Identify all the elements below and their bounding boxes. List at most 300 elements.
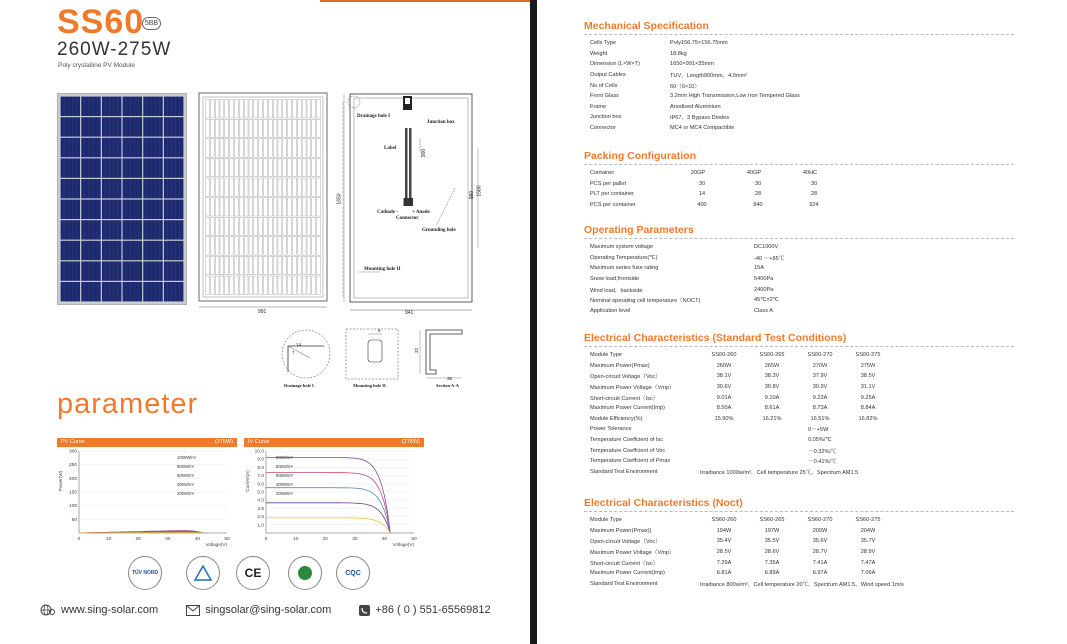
noct-title: Electrical Characteristics (Noct): [584, 497, 1014, 512]
noct-cell: 35.6V: [812, 538, 828, 545]
noct-cell: Maximum Power Current(Imp): [590, 570, 665, 577]
y-tick-label: 100: [68, 504, 77, 510]
solar-cell: [123, 179, 142, 198]
solar-cell: [123, 158, 142, 177]
packing-cell: PCS per container: [590, 202, 636, 209]
detail-7-label: 7: [292, 350, 295, 355]
packing-cell: 28: [810, 191, 818, 198]
mechanical-cell: 3.2mm High Transmission,Low Iron Tempered Glass: [670, 93, 800, 100]
series-legend-label: 800W/m²: [177, 464, 194, 469]
series-legend-label: 1000W/m²: [177, 455, 197, 460]
parameter-heading: parameter: [57, 388, 199, 420]
leaf-icon: [298, 566, 312, 580]
mechanical-row: [584, 80, 1014, 91]
operating-title: Operating Parameters: [584, 224, 1014, 239]
y-tick-label: 7.0: [257, 474, 264, 480]
operating-cell: Maximum system voltage: [590, 244, 654, 251]
packing-cell: 30: [698, 180, 706, 187]
series-legend-label: 200W/m²: [276, 491, 293, 496]
detail-14-label: 14: [296, 342, 302, 347]
operating-cell: 15A: [754, 265, 764, 272]
mechanical-cell: Connector: [590, 125, 616, 132]
connector-label: Connector: [396, 216, 419, 221]
y-tick-label: 1.0: [257, 523, 264, 529]
noct-cell: 7.35A: [764, 559, 780, 566]
operating-cell: 5400Pa: [754, 276, 774, 283]
stc-span-row: [584, 456, 1014, 467]
pv-curve-header: [57, 438, 237, 447]
mechanical-section: [584, 20, 1014, 133]
y-tick-label: 6.0: [257, 482, 264, 488]
solar-cell: [143, 117, 162, 136]
x-tick-label: 30: [165, 537, 171, 542]
mechanical-cell: IP67，3 Bypass Diodes: [670, 115, 730, 122]
operating-cell: DC1000V: [754, 244, 779, 251]
solar-cell: [81, 158, 100, 177]
mechanical-rows: [584, 38, 1014, 133]
mechanical-row: [584, 49, 1014, 60]
stc-cell: 275W: [860, 362, 876, 369]
packing-cell: PLT per container: [590, 191, 634, 198]
mechanical-cell: Weight: [590, 50, 608, 57]
x-tick-label: 0: [264, 537, 268, 542]
x-tick-label: 50: [411, 537, 417, 542]
solar-cell: [123, 241, 142, 260]
solar-cell: [81, 220, 100, 239]
tuv-nord-text: TÜV NORD: [131, 570, 159, 576]
stc-span-row: [584, 424, 1014, 435]
phone-icon: [359, 605, 370, 616]
cqc-logo: [336, 556, 370, 590]
solar-cell: [81, 117, 100, 136]
stc-section: [584, 332, 1014, 477]
operating-cell: Wind load，backside: [590, 287, 643, 294]
solar-cell: [164, 138, 183, 157]
stc-row: [584, 361, 1014, 372]
stc-cell: 16.21%: [762, 415, 782, 422]
stc-cell: 15.90%: [714, 415, 734, 422]
solar-cell: [102, 220, 121, 239]
packing-cell: 30: [810, 180, 818, 187]
x-axis-label: Voltage(V): [205, 542, 227, 547]
ce-text: CE: [244, 566, 262, 580]
stc-header-cell: SS60-270: [807, 352, 833, 359]
mechanical-row: [584, 70, 1014, 81]
iv-curve-header: [244, 438, 424, 447]
noct-header-cell: SS60-270: [807, 517, 833, 524]
series-legend-label: 200W/m²: [177, 491, 194, 496]
packing-cell: 14: [698, 191, 706, 198]
noct-env-row: [584, 579, 1014, 590]
operating-row: [584, 253, 1014, 264]
drainage-detail-label: Drainage hole I: [284, 383, 314, 388]
cathode-label: Cathode -: [377, 210, 398, 215]
noct-cell: 28.7V: [812, 549, 828, 556]
dim-900-label: 900: [421, 148, 428, 158]
noct-header-cell: Module Type: [590, 517, 622, 524]
stc-cell: 38.3V: [764, 373, 780, 380]
y-tick-label: 10.0: [254, 449, 264, 455]
stc-cell: 8.84A: [860, 405, 876, 412]
series-legend-label: 400W/m²: [276, 482, 293, 487]
mechanical-title: Mechanical Specification: [584, 20, 1014, 35]
noct-cell: 28.6V: [764, 549, 780, 556]
stc-span-cell: Temperature Coeffcient of Isc: [590, 437, 663, 444]
stc-cell: Maximum Power(Pmax): [590, 362, 650, 369]
stc-cell: 270W: [812, 362, 828, 369]
solar-cell: [81, 261, 100, 280]
x-tick-label: 0: [77, 537, 81, 542]
dim-1650-label: 1650: [336, 193, 343, 205]
operating-cell: -40 ～+85℃: [754, 255, 785, 262]
solar-cell: [164, 282, 183, 301]
anode-label: + Anode: [412, 210, 430, 215]
y-tick-label: 150: [68, 490, 77, 496]
stc-span-row: [584, 435, 1014, 446]
pv-curve-title: PV Curve: [61, 439, 85, 445]
stc-span-cell: －0.32%/℃: [808, 448, 837, 455]
operating-row: [584, 263, 1014, 274]
noct-header-cell: SS60-275: [855, 517, 881, 524]
dim-860-label: 860: [469, 190, 476, 200]
dim-1580-label: 1580: [476, 185, 483, 197]
pv-curve-plot: [57, 447, 237, 558]
grounding-hole-label: Grounding hole: [422, 228, 456, 233]
mechanical-row: [584, 38, 1014, 49]
solar-cell: [143, 97, 162, 116]
solar-cell: [102, 97, 121, 116]
packing-cell: 924: [809, 202, 819, 209]
noct-cell: 197W: [764, 527, 780, 534]
stc-title: Electrical Characteristics (Standard Test Conditions): [584, 332, 1014, 347]
globe-icon: [40, 604, 56, 616]
stc-cell: 30.6V: [716, 384, 732, 391]
model-title: SS60: [57, 3, 145, 41]
solar-cell: [81, 200, 100, 219]
email-item[interactable]: [186, 604, 331, 616]
certification-triangle-logo: [186, 556, 220, 590]
y-tick-label: 5.0: [257, 490, 264, 496]
solar-cell: [123, 200, 142, 219]
iv-curve-title: IV Curve: [248, 439, 270, 445]
mechanical-cell: MC4 or MC4 Compactible: [670, 125, 735, 132]
iv-curve-model: (275W): [401, 439, 420, 445]
noct-header-cell: SS60-260: [711, 517, 737, 524]
packing-section: [584, 150, 1014, 210]
stc-cell: Module Efficiency(%): [590, 415, 643, 422]
packing-header-row: [584, 168, 1014, 179]
module-tech-drawing: [340, 88, 480, 320]
solar-cell: [61, 282, 80, 301]
operating-row: [584, 306, 1014, 317]
solar-cell: [123, 282, 142, 301]
solar-cell: [143, 220, 162, 239]
packing-header-cell: 20GP: [690, 170, 706, 177]
solar-cell: [61, 97, 80, 116]
x-tick-label: 30: [352, 537, 358, 542]
noct-row: [584, 547, 1014, 558]
noct-cell: Maximum Power(Pmax)): [590, 527, 652, 534]
stc-cell: 8.61A: [764, 405, 780, 412]
solar-cell: [102, 200, 121, 219]
mechanical-cell: Output Cables: [590, 72, 626, 79]
noct-cell: Open-circuit Voltage（Voc）: [590, 539, 661, 546]
operating-cell: Application level: [590, 307, 631, 314]
mechanical-cell: No.of Cells: [590, 82, 618, 89]
iv-curve-plot: [244, 447, 424, 558]
operating-row: [584, 284, 1014, 295]
stc-span-cell: 0.05%/℃: [808, 437, 832, 444]
noct-cell: 7.29A: [716, 559, 732, 566]
operating-cell: 2400Pa: [754, 286, 774, 293]
website-text[interactable]: www.sing-solar.com: [61, 604, 159, 616]
stc-row: [584, 414, 1014, 425]
certification-logos: [128, 556, 361, 596]
packing-cell: PCS per pallet: [590, 180, 627, 187]
solar-cell: [61, 179, 80, 198]
stc-row: [584, 403, 1014, 414]
mechanical-cell: Frame: [590, 103, 607, 110]
packing-header-cell: 40HC: [802, 170, 818, 177]
stc-cell: 30.8V: [764, 384, 780, 391]
y-tick-label: 4.0: [257, 498, 264, 504]
y-tick-label: 8.0: [257, 465, 264, 471]
x-tick-label: 20: [322, 537, 328, 542]
noct-cell: 7.41A: [812, 559, 828, 566]
series-legend-label: 600W/m²: [177, 473, 194, 478]
solar-cell: [102, 261, 121, 280]
junction-box-label: Junction box: [427, 120, 455, 125]
curve-series-line: [266, 518, 390, 533]
noct-cell: 6.81A: [716, 570, 732, 577]
noct-env-cell: Irradiance 800w/m²，Cell temperature 20℃，Spectrum AM1.5，Wind speed 1m/s: [700, 581, 904, 588]
series-legend-label: 600W/m²: [276, 473, 293, 478]
packing-row: [584, 200, 1014, 211]
operating-cell: Operating Temperature(℃): [590, 254, 658, 261]
y-tick-label: 200: [68, 476, 77, 482]
packing-cell: 840: [753, 202, 763, 209]
stc-cell: Maximum Power Voltage（Vmp）: [590, 385, 675, 392]
stc-span-row: [584, 467, 1014, 478]
noct-cell: 194W: [716, 527, 732, 534]
stc-rows: [584, 350, 1014, 477]
packing-cell: 30: [754, 180, 762, 187]
ce-logo: [236, 556, 270, 590]
solar-cell: [164, 117, 183, 136]
operating-row: [584, 295, 1014, 306]
stc-cell: 30.9V: [812, 384, 828, 391]
operating-cell: Maximum series fuse rating: [590, 265, 659, 272]
noct-cell: 7.47A: [860, 559, 876, 566]
solar-cell: [102, 158, 121, 177]
x-tick-label: 40: [381, 537, 388, 542]
stc-span-cell: Temperature Coeffcient of Voc: [590, 447, 666, 454]
stc-span-cell: －0.41%/℃: [808, 459, 837, 466]
stc-span-row: [584, 445, 1014, 456]
mechanical-cell: 1650×991×35mm: [670, 61, 714, 68]
mechanical-row: [584, 91, 1014, 102]
y-axis-label: Power(W): [58, 470, 63, 492]
module-back-drawing: [196, 90, 332, 316]
dim-941-label: 941: [405, 310, 414, 316]
mechanical-cell: Cells Type: [590, 40, 617, 47]
phone-text[interactable]: +86 ( 0 ) 551-65569812: [375, 604, 491, 616]
operating-cell: 45℃±2℃: [754, 297, 779, 304]
solar-cell: [61, 158, 80, 177]
noct-row: [584, 568, 1014, 579]
solar-cell: [123, 117, 142, 136]
operating-cell: Snow load,frontside: [590, 276, 640, 283]
busbar-badge: 5BB: [142, 17, 161, 30]
contact-footer: [40, 604, 520, 616]
solar-cell: [143, 158, 162, 177]
stc-header-row: [584, 350, 1014, 361]
series-legend-label: 800W/m²: [276, 464, 293, 469]
stc-cell: 9.01A: [716, 394, 732, 401]
solar-cell: [123, 97, 142, 116]
stc-cell: 8.50A: [716, 405, 732, 412]
noct-section: [584, 497, 1014, 589]
mechanical-row: [584, 112, 1014, 123]
solar-cell: [143, 282, 162, 301]
pv-curve-chart: [57, 438, 237, 558]
solar-cell: [102, 282, 121, 301]
noct-cell: Maximum Power Voltage（Vmp）: [590, 550, 675, 557]
drainage-hole-label: Drainage hole I: [357, 114, 391, 119]
solar-cell: [61, 261, 80, 280]
solar-cell: [164, 261, 183, 280]
noct-header-cell: SS60-265: [759, 517, 785, 524]
mechanical-cell: Poly156.75×156.75mm: [670, 40, 728, 47]
noct-cell: 28.9V: [860, 549, 876, 556]
solar-cell: [123, 220, 142, 239]
solar-cell: [81, 138, 100, 157]
solar-cell: [143, 241, 162, 260]
y-tick-label: 250: [68, 463, 77, 469]
solar-cell: [164, 220, 183, 239]
solar-cell: [143, 261, 162, 280]
green-certification-logo: [288, 556, 322, 590]
x-tick-label: 10: [105, 537, 112, 542]
noct-cell: 7.06A: [860, 570, 876, 577]
mail-icon: [186, 605, 200, 616]
left-page: [0, 0, 530, 644]
y-tick-label: 2.0: [257, 515, 264, 521]
x-tick-label: 20: [135, 537, 141, 542]
stc-span-cell: Temperature Coeffcient of Pmax: [590, 458, 671, 465]
noct-cell: 35.4V: [716, 538, 732, 545]
solar-cell: [143, 200, 162, 219]
solar-cell: [164, 241, 183, 260]
operating-row: [584, 242, 1014, 253]
solar-cell: [102, 241, 121, 260]
noct-cell: 35.5V: [764, 538, 780, 545]
stc-cell: 260W: [716, 362, 732, 369]
stc-span-cell: Power Tolerance: [590, 426, 632, 433]
x-tick-label: 10: [292, 537, 299, 542]
dim-991-label: 991: [258, 309, 267, 315]
label-label: Label: [384, 146, 397, 151]
stc-cell: Maximum Power Current(Imp): [590, 405, 665, 412]
packing-header-cell: 40GP: [746, 170, 762, 177]
packing-rows: [584, 168, 1014, 210]
mechanical-row: [584, 102, 1014, 113]
stc-header-cell: SS60-265: [759, 352, 785, 359]
noct-cell: Short-circuit Current（Isc）: [590, 560, 659, 567]
noct-row: [584, 557, 1014, 568]
stc-row: [584, 392, 1014, 403]
solar-cell: [81, 97, 100, 116]
noct-cell: 6.97A: [812, 570, 828, 577]
solar-cell: [61, 241, 80, 260]
solar-cell: [143, 138, 162, 157]
operating-rows: [584, 242, 1014, 316]
section-aa-drawing: [416, 326, 470, 382]
y-tick-label: 50: [71, 517, 77, 523]
module-subtitle: Poly crystalline PV Module: [58, 62, 135, 69]
y-tick-label: 9.0: [257, 457, 264, 463]
stc-header-cell: SS60-260: [711, 352, 737, 359]
stc-cell: 38.1V: [716, 373, 732, 380]
tuv-nord-logo: [128, 556, 162, 590]
mechanical-cell: Junction box: [590, 114, 622, 121]
series-legend-label: 800W/m²: [276, 455, 293, 460]
solar-cell: [164, 200, 183, 219]
stc-cell: Short-circuit Current（Isc）: [590, 395, 659, 402]
y-tick-label: 300: [68, 449, 77, 455]
stc-cell: 265W: [764, 362, 780, 369]
stc-cell: 9.25A: [860, 394, 876, 401]
stc-row: [584, 371, 1014, 382]
cqc-text: CQC: [345, 569, 361, 577]
accent-line: [320, 0, 530, 2]
detail-9-label: 9: [378, 328, 381, 333]
noct-header-row: [584, 515, 1014, 526]
stc-cell: 16.82%: [858, 415, 878, 422]
solar-cell: [61, 220, 80, 239]
phone-item[interactable]: [359, 604, 490, 616]
mechanical-cell: 60（6×10）: [670, 83, 701, 90]
x-axis-label: Voltage(V): [392, 542, 414, 547]
stc-row: [584, 382, 1014, 393]
power-range: 260W-275W: [57, 39, 172, 60]
packing-header-cell: Container: [590, 170, 615, 177]
packing-row: [584, 189, 1014, 200]
detail-32-label: 32: [414, 347, 420, 354]
solar-cell: [102, 179, 121, 198]
mechanical-cell: 18.8kg: [670, 50, 687, 57]
email-text[interactable]: singsolar@sing-solar.com: [205, 604, 332, 616]
solar-cell: [143, 179, 162, 198]
y-axis-label: Current(A): [245, 470, 250, 492]
website-item[interactable]: [40, 604, 158, 616]
x-tick-label: 50: [224, 537, 230, 542]
right-page: [537, 0, 1067, 644]
mechanical-cell: TUV，Length900mm，4.0mm²: [670, 73, 748, 80]
mechanical-row: [584, 123, 1014, 134]
stc-cell: 31.1V: [860, 384, 876, 391]
solar-cell: [164, 97, 183, 116]
noct-cell: 204W: [860, 527, 876, 534]
solar-cell: [81, 282, 100, 301]
solar-cell: [164, 179, 183, 198]
solar-cell: [123, 138, 142, 157]
solar-cell: [123, 261, 142, 280]
mounting-detail-label: Mounting hole II: [353, 383, 386, 388]
noct-cell: 200W: [812, 527, 828, 534]
iv-curve-chart: [244, 438, 424, 558]
noct-row: [584, 526, 1014, 537]
